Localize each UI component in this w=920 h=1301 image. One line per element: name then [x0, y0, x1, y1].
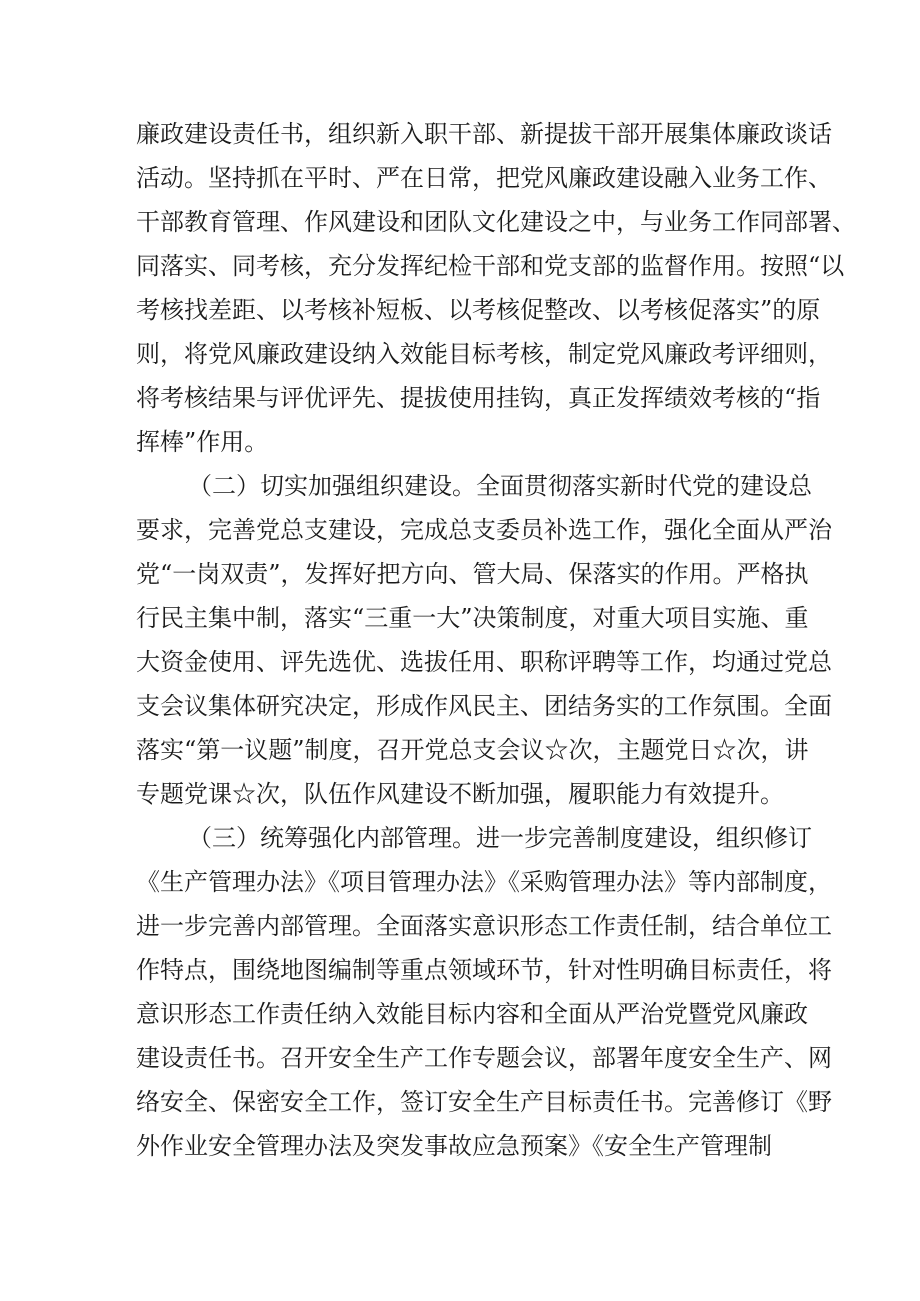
text-line: 进一步完善内部管理。全面落实意识形态工作责任制，结合单位工 [136, 912, 832, 940]
text-line: 活动。坚持抓在平时、严在日常，把党风廉政建设融入业务工作、 [136, 164, 832, 192]
text-line: 作特点，围绕地图编制等重点领域环节，针对性明确目标责任，将 [136, 956, 832, 984]
text-line: 专题党课☆次，队伍作风建设不断加强，履职能力有效提升。 [136, 780, 784, 808]
text-line: 大资金使用、评先选优、选拔任用、职称评聘等工作，均通过党总 [136, 648, 832, 676]
text-line: 干部教育管理、作风建设和团队文化建设之中，与业务工作同部署、 [136, 208, 856, 236]
text-line: 则，将党风廉政建设纳入效能目标考核，制定党风廉政考评细则， [136, 340, 832, 368]
text-line: 挥棒”作用。 [136, 428, 269, 456]
text-line: 要求，完善党总支建设，完成总支委员补选工作，强化全面从严治 [136, 516, 832, 544]
text-line: 考核找差距、以考核补短板、以考核促整改、以考核促落实”的原 [136, 296, 821, 324]
text-line: 廉政建设责任书，组织新入职干部、新提拔干部开展集体廉政谈话 [136, 120, 832, 148]
text-line: 《生产管理办法》《项目管理办法》《采购管理办法》等内部制度， [136, 868, 832, 896]
paragraph-heading-line: （三）统筹强化内部管理。进一步完善制度建设，组织修订 [188, 824, 812, 852]
text-line: 将考核结果与评优评先、提拔使用挂钩，真正发挥绩效考核的“指 [136, 384, 821, 412]
text-line: 落实“第一议题”制度，召开党总支会议☆次，主题党日☆次，讲 [136, 736, 809, 764]
text-line: 党“一岗双责”，发挥好把方向、管大局、保落实的作用。严格执 [136, 560, 809, 588]
text-line: 行民主集中制，落实“三重一大”决策制度，对重大项目实施、重 [136, 604, 809, 632]
text-line: 建设责任书。召开安全生产工作专题会议，部署年度安全生产、网 [136, 1044, 832, 1072]
text-line: 外作业安全管理办法及突发事故应急预案》《安全生产管理制 [136, 1132, 772, 1160]
text-line: 同落实、同考核，充分发挥纪检干部和党支部的监督作用。按照“以 [136, 252, 845, 280]
text-line: 络安全、保密安全工作，签订安全生产目标责任书。完善修订《野 [136, 1088, 832, 1116]
text-line: 支会议集体研究决定，形成作风民主、团结务实的工作氛围。全面 [136, 692, 832, 720]
text-line: 意识形态工作责任纳入效能目标内容和全面从严治党暨党风廉政 [136, 1000, 808, 1028]
paragraph-heading-line: （二）切实加强组织建设。全面贯彻落实新时代党的建设总 [188, 472, 812, 500]
